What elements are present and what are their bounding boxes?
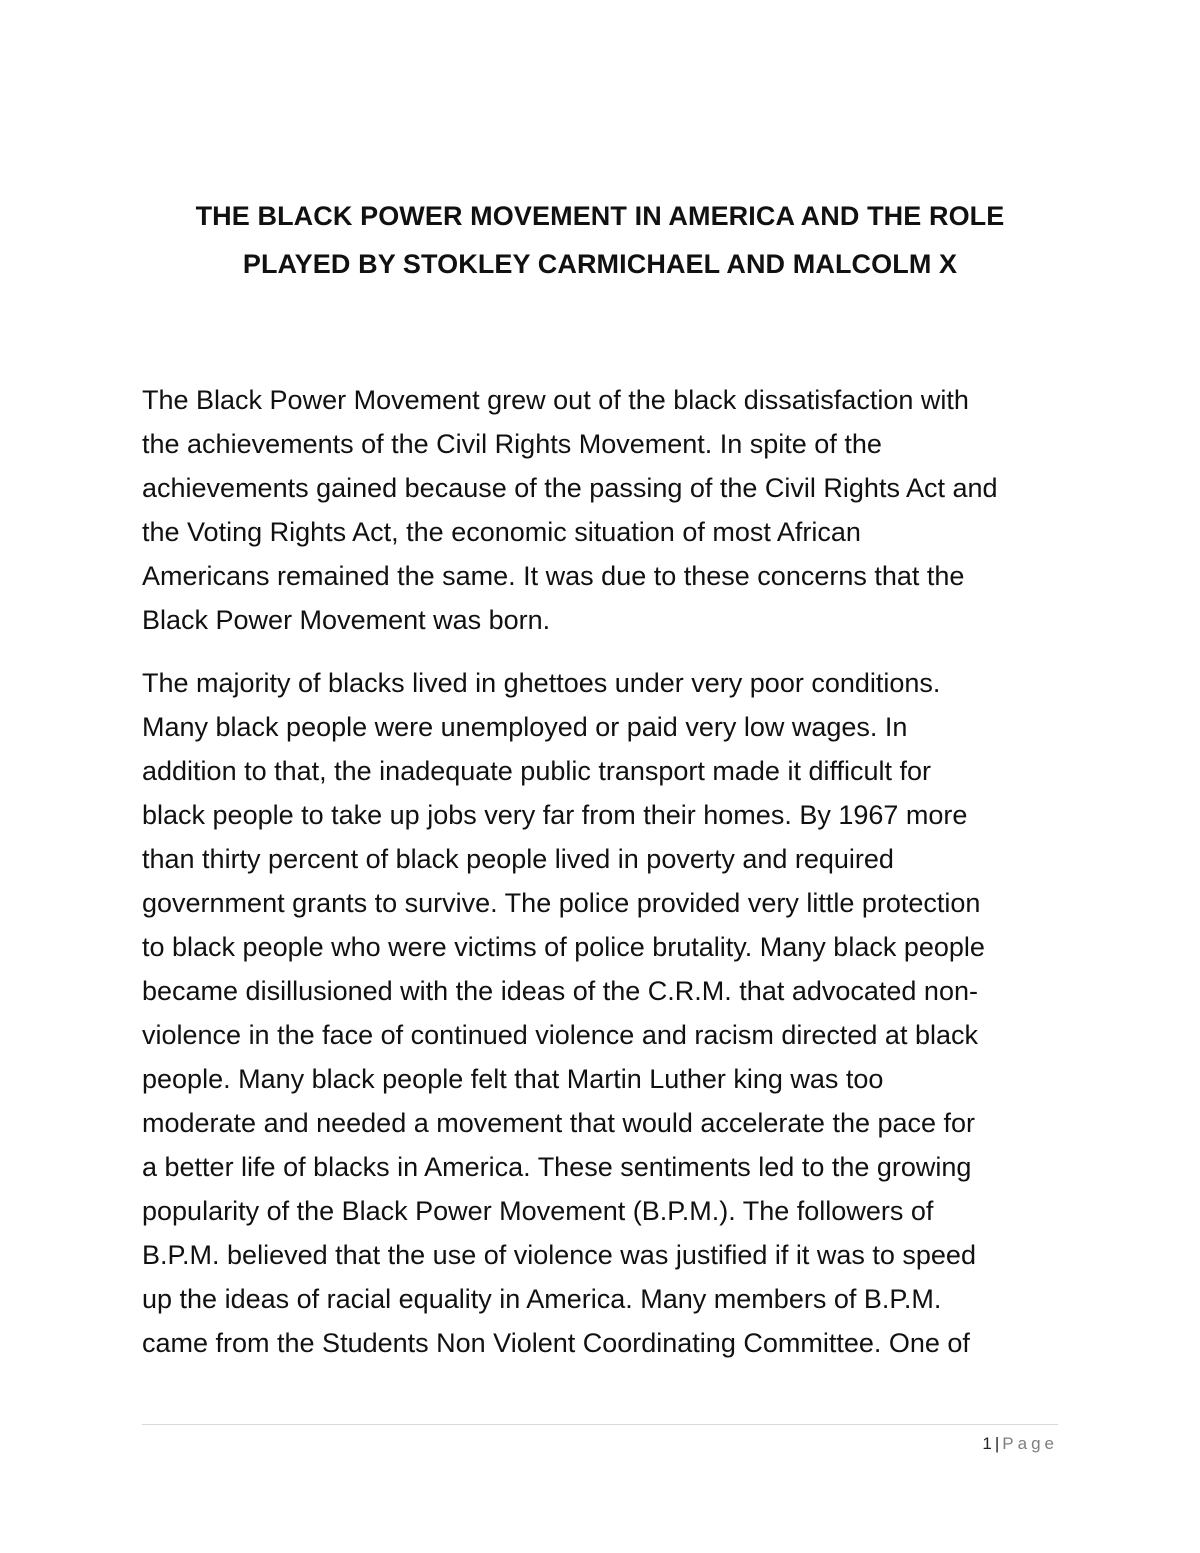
paragraph-line: up the ideas of racial equality in America. Many members of B.P.M. bbox=[142, 1284, 942, 1314]
document-title bbox=[140, 192, 1060, 288]
page-label: Page bbox=[1002, 1434, 1058, 1453]
title-line: THE BLACK POWER MOVEMENT IN AMERICA AND THE ROLE bbox=[195, 201, 1005, 231]
paragraph-line: to black people who were victims of police brutality. Many black people bbox=[142, 932, 985, 962]
paragraph-line: Americans remained the same. It was due to these concerns that the bbox=[142, 561, 965, 591]
paragraph-line: The Black Power Movement grew out of the black dissatisfaction with bbox=[142, 385, 969, 415]
body-paragraph bbox=[142, 661, 1072, 1365]
paragraph-line: Black Power Movement was born. bbox=[142, 605, 551, 635]
footer-separator: | bbox=[994, 1434, 1000, 1453]
paragraph-line: a better life of blacks in America. These sentiments led to the growing bbox=[142, 1152, 972, 1182]
paragraph-line: people. Many black people felt that Martin Luther king was too bbox=[142, 1064, 884, 1094]
paragraph-line: came from the Students Non Violent Coordinating Committee. One of bbox=[142, 1328, 970, 1358]
paragraph-line: Many black people were unemployed or paid very low wages. In bbox=[142, 712, 908, 742]
paragraph-line: B.P.M. believed that the use of violence was justified if it was to speed bbox=[142, 1240, 976, 1270]
paragraph-line: popularity of the Black Power Movement (B.P.M.). The followers of bbox=[142, 1196, 934, 1226]
paragraph-line: The majority of blacks lived in ghettoes under very poor conditions. bbox=[142, 668, 941, 698]
paragraph-line: the Voting Rights Act, the economic situation of most African bbox=[142, 517, 861, 547]
paragraph-line: government grants to survive. The police provided very little protection bbox=[142, 888, 981, 918]
page-number: 1 bbox=[982, 1434, 992, 1453]
footer-divider bbox=[142, 1424, 1058, 1425]
body-paragraph bbox=[142, 378, 1072, 642]
paragraph-line: achievements gained because of the passing of the Civil Rights Act and bbox=[142, 473, 998, 503]
paragraph-line: addition to that, the inadequate public transport made it difficult for bbox=[142, 756, 931, 786]
title-line: PLAYED BY STOKLEY CARMICHAEL AND MALCOLM X bbox=[242, 249, 958, 279]
paragraph-line: than thirty percent of black people lived in poverty and required bbox=[142, 844, 894, 874]
page-footer bbox=[982, 1432, 1058, 1456]
paragraph-line: black people to take up jobs very far from their homes. By 1967 more bbox=[142, 800, 968, 830]
paragraph-line: violence in the face of continued violence and racism directed at black bbox=[142, 1020, 978, 1050]
paragraph-line: moderate and needed a movement that would accelerate the pace for bbox=[142, 1108, 976, 1138]
paragraph-line: the achievements of the Civil Rights Movement. In spite of the bbox=[142, 429, 882, 459]
paragraph-line: became disillusioned with the ideas of the C.R.M. that advocated non- bbox=[142, 976, 978, 1006]
